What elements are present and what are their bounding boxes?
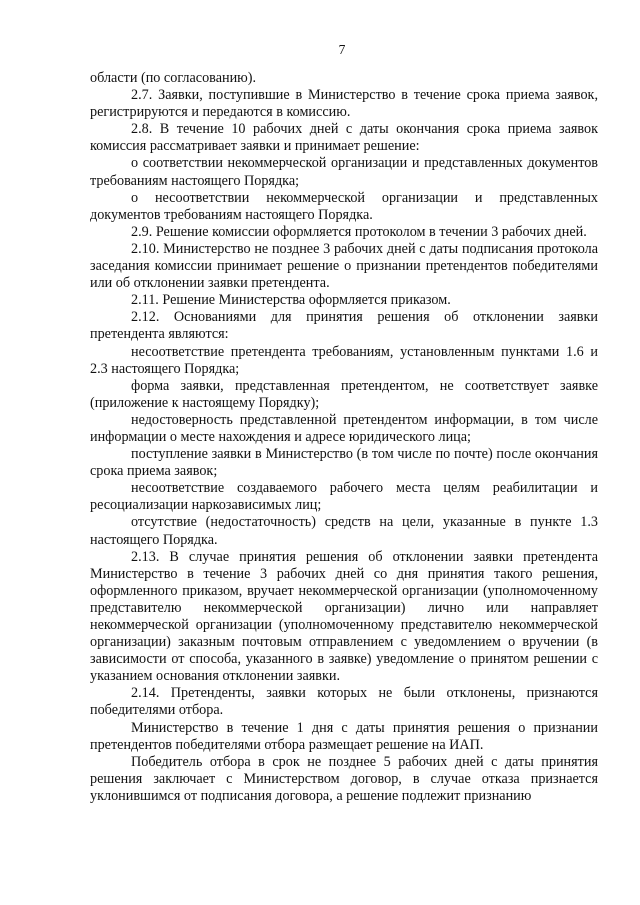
paragraph: несоответствие претендента требованиям, установленным пунктами 1.6 и 2.3 настоящего Порядка; [90,343,598,377]
paragraph: Министерство в течение 1 дня с даты принятия решения о признании претендентов победителями отбора размещает решение на ИАП. [90,719,598,753]
paragraph: области (по согласованию). [90,70,257,86]
paragraph: 2.9. Решение комиссии оформляется протоколом в течении 3 рабочих дней. [131,223,587,240]
page-number: 7 [338,42,346,57]
paragraph: о несоответствии некоммерческой организации и представленных документов требованиям настоящего Порядка. [90,189,598,223]
paragraph: 2.13. В случае принятия решения об отклонении заявки претендента Министерство в течение 3 рабочих дней со дня принятия такого решения, оформленного приказом, вручает некоммерческой организации (уполномоченному представителю некоммерческой организации) лично или направляет некоммерческой организации (уполномоченному представителю некоммерческой организации) заказным почтовым отправлением с уведомлением о вручении (в зависимости от способа, указанного в заявке) уведомление о принятом решении с указанием основания отклонении заявки. [90,548,598,685]
paragraph: 2.8. В течение 10 рабочих дней с даты окончания срока приема заявок комиссия рассматривает заявки и принимает решение: [90,121,598,155]
document-body [90,70,598,805]
paragraph: недостоверность представленной претендентом информации, в том числе информации о месте нахождения и адресе юридического лица; [90,411,598,445]
paragraph: Победитель отбора в срок не позднее 5 рабочих дней с даты принятия решения заключает с Министерством договор, в случае отказа признается уклонившимся от подписания договора, а решение подлежит признанию [90,753,598,804]
paragraph: поступление заявки в Министерство (в том числе по почте) после окончания срока приема заявок; [90,446,598,480]
paragraph: 2.11. Решение Министерства оформляется приказом. [131,292,451,309]
paragraph: 2.14. Претенденты, заявки которых не были отклонены, признаются победителями отбора. [90,685,598,719]
paragraph: 2.10. Министерство не позднее 3 рабочих дней с даты подписания протокола заседания комиссии принимает решение о признании претендентов победителями или об отклонении заявки претендента. [90,240,598,292]
paragraph: отсутствие (недостаточность) средств на цели, указанные в пункте 1.3 настоящего Порядка. [90,514,598,548]
paragraph: о соответствии некоммерческой организации и представленных документов требованиям настоящего Порядка; [90,155,598,189]
paragraph: форма заявки, представленная претендентом, не соответствует заявке (приложение к настоящему Порядку); [90,377,598,411]
paragraph: несоответствие создаваемого рабочего места целям реабилитации и ресоциализации наркозависимых лиц; [90,480,598,514]
paragraph: 2.12. Основаниями для принятия решения об отклонении заявки претендента являются: [90,309,598,343]
paragraph: 2.7. Заявки, поступившие в Министерство в течение срока приема заявок, регистрируются и передаются в комиссию. [90,87,598,121]
